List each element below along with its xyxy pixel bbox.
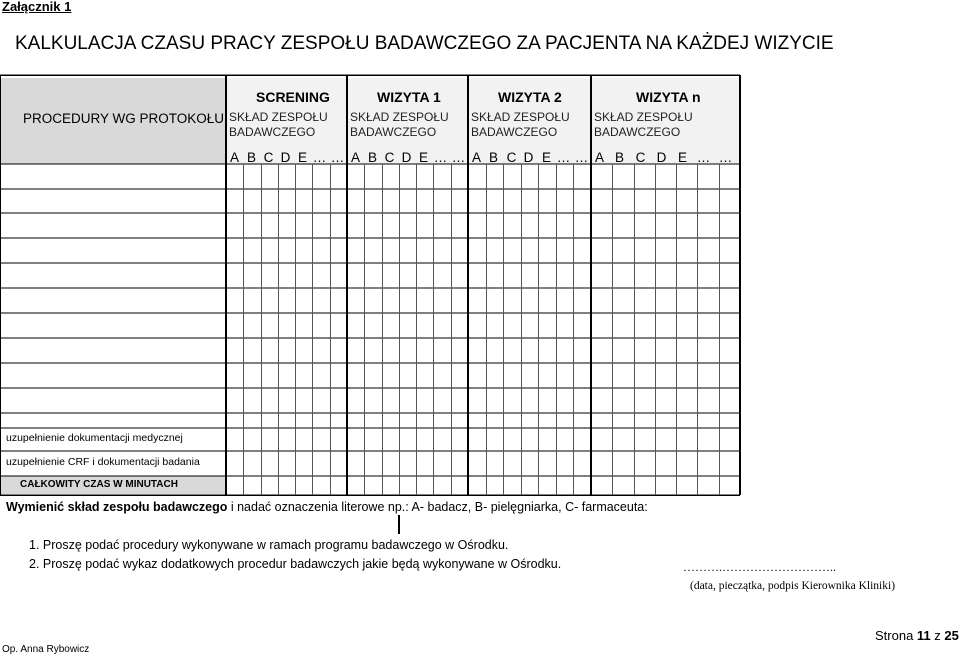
signature-label: (data, pieczątka, podpis Kierownika Kliniki): [690, 580, 896, 592]
total-time-row-header: [0, 476, 226, 494]
list-item: 1. Proszę podać procedury wykonywane w ramach programu badawczego w Ośrodku.: [29, 538, 509, 552]
visit-title: SCRENING: [256, 89, 330, 105]
team-composition-label: SKŁAD ZESPOŁU BADAWCZEGO: [471, 110, 570, 139]
row-label-crf-documentation: uzupełnienie CRF i dokumentacji badania: [6, 456, 200, 468]
footer-author: Op. Anna Rybowicz: [2, 644, 90, 655]
list-item: 2. Proszę podać wykaz dodatkowych procedur badawczych jakie będą wykonywane w Ośrodku.: [29, 557, 562, 571]
page-number: Strona 11 z 25: [875, 628, 959, 643]
procedures-header-cell: [0, 78, 226, 164]
document-title: KALKULACJA CZASU PRACY ZESPOŁU BADAWCZEGO ZA PACJENTA NA KAŻDEJ WIZYCIE: [15, 33, 834, 54]
team-composition-label: SKŁAD ZESPOŁU BADAWCZEGO: [594, 110, 693, 139]
visit-header-visit-2: WIZYTA 2 SKŁAD ZESPOŁU BADAWCZEGO A B C D E … …: [468, 78, 591, 164]
visit-header-screening: SCRENING SKŁAD ZESPOŁU BADAWCZEGO A B C D E … …: [226, 78, 347, 164]
visit-title: WIZYTA 2: [498, 89, 562, 105]
team-composition-label: SKŁAD ZESPOŁU BADAWCZEGO: [229, 110, 328, 139]
signature-line: ……….………………………..: [683, 560, 836, 574]
team-composition-note: [6, 500, 648, 514]
row-label-total-time: CAŁKOWITY CZAS W MINUTACH: [20, 479, 178, 490]
visit-header-visit-n: WIZYTA n SKŁAD ZESPOŁU BADAWCZEGO A B C D E … …: [591, 78, 740, 164]
note-rest-text: i nadać oznaczenia literowe np.: A- badacz, B- pielęgniarka, C- farmaceuta:: [227, 500, 648, 514]
text-cursor: [398, 515, 400, 534]
note-bold-text: Wymienić skład zespołu badawczego: [6, 500, 228, 514]
procedures-header: PROCEDURY WG PROTOKOŁU: [23, 111, 225, 126]
attachment-label: Załącznik 1: [2, 0, 72, 14]
row-label-medical-documentation: uzupełnienie dokumentacji medycznej: [6, 432, 183, 444]
team-composition-label: SKŁAD ZESPOŁU BADAWCZEGO: [350, 110, 449, 139]
visit-title: WIZYTA n: [636, 89, 701, 105]
visit-header-visit-1: WIZYTA 1 SKŁAD ZESPOŁU BADAWCZEGO A B C D E … …: [347, 78, 468, 164]
visit-title: WIZYTA 1: [377, 89, 441, 105]
